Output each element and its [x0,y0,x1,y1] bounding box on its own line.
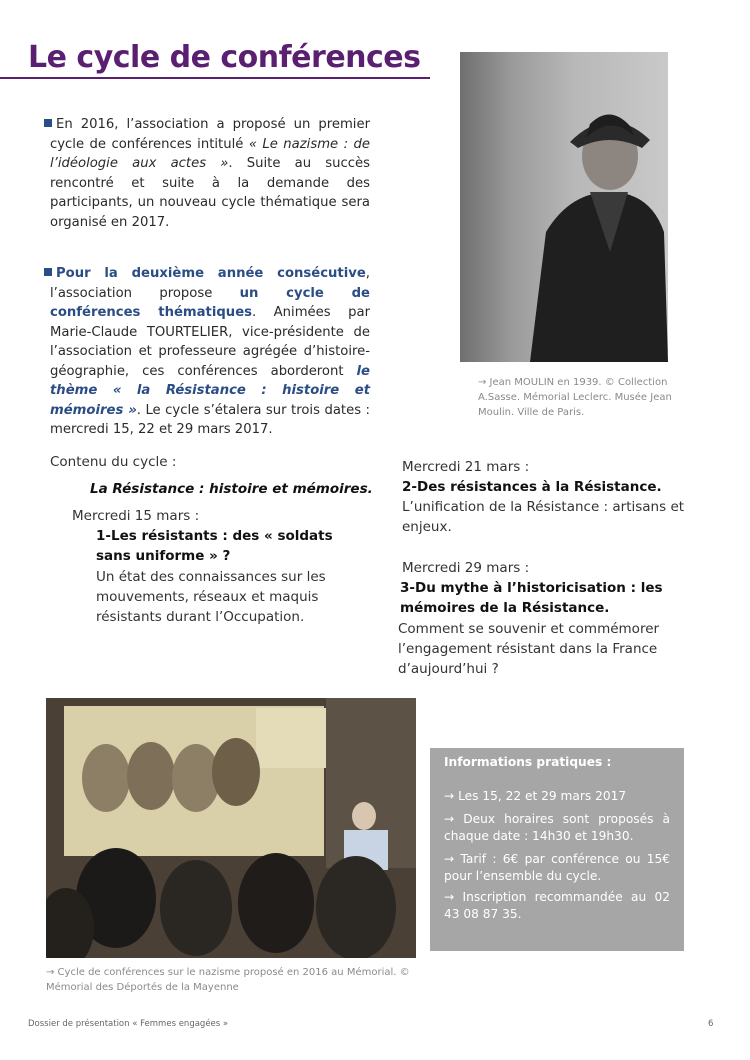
photo-top-caption: → Jean MOULIN en 1939. © Collection A.Sasse. Mémorial Leclerc. Musée Jean Moulin. Ville de Paris. [478,377,672,418]
session-2-title: 2-Des résistances à la Résistance. [402,479,662,495]
bullet-square-icon [44,119,52,127]
info-heading: Informations pratiques : [444,755,612,769]
session-3-date: Mercredi 29 mars : [402,560,530,576]
portrait-silhouette-icon [460,52,668,362]
title-underline [0,77,430,79]
session-2-date: Mercredi 21 mars : [402,459,530,475]
footer-text: Dossier de présentation « Femmes engagées » [28,1019,229,1029]
page-title: Le cycle de conférences [28,40,421,75]
session-1-description: Un état des connaissances sur les mouvements, réseaux et maquis résistants durant l’Occupation. [96,569,326,625]
info-item-tarif: → Tarif : 6€ par conférence ou 15€ pour l’ensemble du cycle. [444,852,670,883]
conference-scene-icon [46,698,416,958]
info-item-dates: → Les 15, 22 et 29 mars 2017 [444,789,627,803]
cycle-theme: La Résistance : histoire et mémoires. [90,481,373,497]
session-3-description: Comment se souvenir et commémorer l’engagement résistant dans la France d’aujourd’hui ? [398,621,660,677]
session-1-date: Mercredi 15 mars : [72,508,200,524]
info-box [430,748,684,951]
info-item-inscription: → Inscription recommandée au 02 43 08 87 35. [444,890,670,921]
intro-paragraph-1: En 2016, l’association a proposé un premier cycle de conférences intitulé « Le nazisme : de l’idéologie aux actes ». Suite au succès rencontré et suite à la demande des participants, un nouveau cycle thématique sera organisé en 2017. [50,115,370,232]
page-number: 6 [708,1019,714,1029]
contenu-label: Contenu du cycle : [50,454,177,470]
conference-photo [46,698,416,958]
session-1-title: 1-Les résistants : des « soldats sans uniforme » ? [96,528,333,564]
bullet-square-icon [44,268,52,276]
intro-paragraph-2: Pour la deuxième année consécutive, l’association propose un cycle de conférences thématiques. Animées par Marie-Claude TOURTELIER, vice-présidente de l’association et professeure agrégée d’histoire-géographie, ces conférences aborderont le thème « la Résistance : histoire et mémoires ». Le cycle s’étalera sur trois dates : mercredi 15, 22 et 29 mars 2017. [50,264,370,440]
photo-bottom-caption: → Cycle de conférences sur le nazisme proposé en 2016 au Mémorial. © Mémorial des Déportés de la Mayenne [46,967,410,993]
session-2-description: L’unification de la Résistance : artisans et enjeux. [402,499,685,535]
info-item-horaires: → Deux horaires sont proposés à chaque date : 14h30 et 19h30. [444,812,670,843]
jean-moulin-photo [460,52,668,362]
session-3-title: 3-Du mythe à l’historicisation : les mémoires de la Résistance. [400,580,663,616]
